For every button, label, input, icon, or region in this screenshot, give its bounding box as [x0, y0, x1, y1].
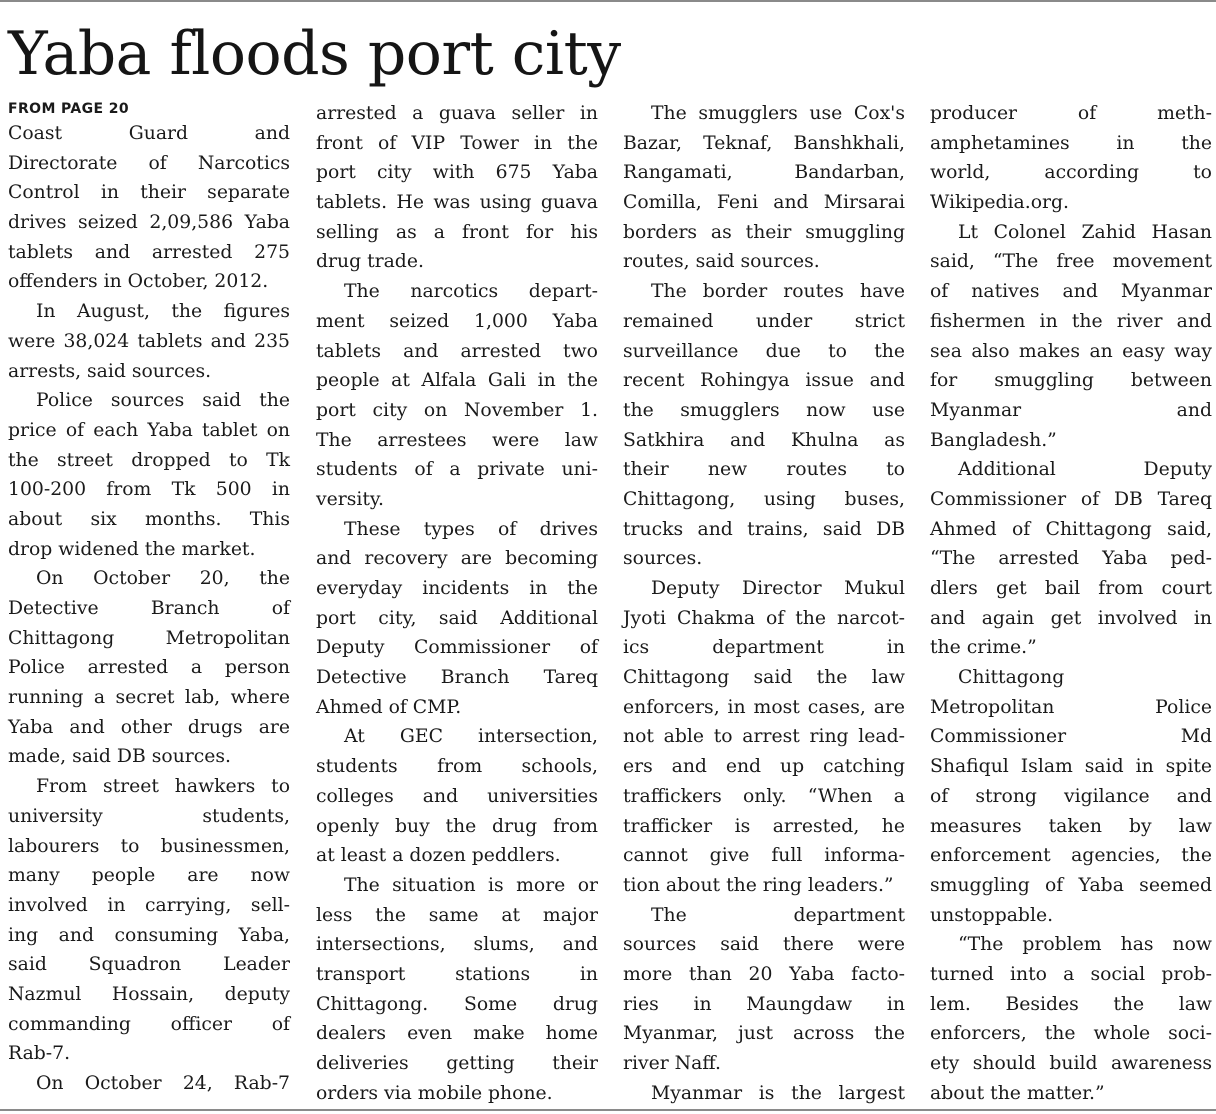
text-line: In August, the figures: [36, 301, 290, 323]
text-line: involved in carrying, sell-: [8, 894, 290, 916]
text-line: The arrestees were law: [316, 429, 598, 451]
text-line: not able to arrest ring lead-: [623, 726, 905, 748]
text-line: at least a dozen peddlers.: [316, 845, 561, 867]
text-line: Metropolitan Police: [930, 696, 1212, 718]
text-line: borders as their smuggling: [623, 221, 905, 243]
text-line: smuggling of Yaba seemed: [930, 874, 1212, 896]
text-line: colleges and universities: [316, 785, 598, 807]
text-line: ries in Maungdaw in: [623, 993, 905, 1015]
text-line: Shafiqul Islam said in spite: [930, 756, 1212, 778]
bottom-rule: [0, 1109, 1216, 1111]
text-line: enforcers, in most cases, are: [623, 696, 905, 718]
text-line: turned into a social prob-: [930, 963, 1212, 985]
text-line: The situation is more or: [344, 874, 598, 896]
text-line: openly buy the drug from: [316, 815, 598, 837]
text-line: enforcement agencies, the: [930, 845, 1212, 867]
text-line: On October 24, Rab-7: [36, 1073, 290, 1094]
text-line: port city on November 1.: [316, 399, 598, 421]
text-line: recent Rohingya issue and: [623, 370, 905, 392]
text-line: students of a private uni-: [316, 459, 598, 481]
text-line: Control in their separate: [8, 182, 290, 204]
text-line: sea also makes an easy way: [930, 340, 1212, 362]
text-line: river Naff.: [623, 1053, 721, 1074]
text-line: lem. Besides the law: [930, 993, 1212, 1015]
text-line: Detective Branch Tareq: [316, 667, 598, 689]
text-line: of strong vigilance and: [930, 785, 1212, 807]
text-line: everyday incidents in the: [316, 578, 598, 599]
text-line: of natives and Myanmar: [930, 281, 1212, 303]
text-line: sources said there were: [623, 934, 905, 956]
text-line: On October 20, the: [36, 568, 290, 590]
text-line: At GEC intersection,: [344, 726, 598, 748]
article-column-4: [930, 99, 1212, 1108]
text-line: Chittagong Metropolitan: [8, 627, 290, 649]
text-line: were 38,024 tablets and 235: [8, 330, 290, 352]
text-line: Deputy Commissioner of: [316, 637, 598, 659]
text-line: The border routes have: [651, 281, 905, 303]
text-line: “The arrested Yaba ped-: [930, 548, 1212, 570]
text-line: and again get involved in: [930, 607, 1212, 629]
text-line: measures taken by law: [930, 815, 1212, 837]
text-line: surveillance due to the: [623, 340, 905, 362]
text-line: ers and end up catching: [623, 756, 905, 778]
text-line: From street hawkers to: [36, 776, 290, 798]
text-line: drives seized 2,09,586 Yaba: [8, 212, 290, 234]
top-rule: [0, 0, 1216, 2]
text-line: tion about the ring leaders.”: [623, 874, 894, 896]
text-line: Lt Colonel Zahid Hasan: [958, 221, 1212, 243]
text-line: Ahmed of Chittagong said,: [930, 518, 1212, 540]
text-line: fishermen in the river and: [930, 310, 1212, 332]
text-line: Rab-7.: [8, 1043, 71, 1065]
text-line: Rangamati, Bandarban,: [623, 162, 905, 184]
text-line: remained under strict: [623, 310, 905, 332]
text-line: enforcers, the whole soci-: [930, 1023, 1212, 1045]
text-line: made, said DB sources.: [8, 746, 232, 768]
text-line: drug trade.: [316, 251, 424, 273]
text-line: Commissioner of DB Tareq: [930, 488, 1212, 510]
text-line: Satkhira and Khulna as: [623, 429, 905, 451]
text-line: sources.: [623, 548, 703, 570]
headline: Yaba floods port city: [8, 19, 621, 89]
text-line: trucks and trains, said DB: [623, 518, 905, 540]
article-column-1: [8, 99, 290, 1099]
text-line: Police arrested a person: [8, 657, 290, 679]
text-line: the smugglers now use: [623, 399, 905, 421]
text-line: university students,: [8, 805, 290, 827]
article-column-3: [623, 99, 905, 1108]
text-line: amphetamines in the: [930, 132, 1212, 154]
text-line: producer of meth-: [930, 103, 1212, 124]
text-line: for smuggling between: [930, 370, 1212, 392]
text-line: Yaba and other drugs are: [8, 716, 290, 738]
text-line: about the matter.”: [930, 1082, 1105, 1104]
text-line: Myanmar is the largest: [651, 1082, 905, 1104]
text-line: Comilla, Feni and Mirsarai: [623, 192, 905, 214]
text-line: The narcotics depart-: [344, 281, 598, 303]
text-line: The smugglers use Cox's: [651, 103, 905, 124]
text-line: offenders in October, 2012.: [8, 271, 269, 293]
text-line: price of each Yaba tablet on: [8, 419, 290, 441]
text-line: trafficker is arrested, he: [623, 815, 905, 837]
text-line: labourers to businessmen,: [8, 835, 290, 857]
text-line: Police sources said the: [36, 390, 290, 412]
text-line: Commissioner Md: [930, 726, 1212, 748]
text-line: many people are now: [8, 865, 290, 887]
text-line: tablets and arrested two: [316, 340, 598, 362]
text-line: Ahmed of CMP.: [316, 696, 462, 718]
text-line: port city, said Additional: [316, 607, 598, 629]
text-line: their new routes to: [623, 459, 905, 481]
text-line: the crime.”: [930, 637, 1037, 659]
text-line: dealers even make home: [316, 1023, 598, 1045]
text-line: tablets and arrested 275: [8, 241, 290, 263]
text-line: routes, said sources.: [623, 251, 820, 273]
text-line: Myanmar, just across the: [623, 1023, 905, 1045]
text-line: cannot give full informa-: [623, 845, 905, 867]
text-line: arrests, said sources.: [8, 360, 212, 382]
text-line: Myanmar and: [930, 399, 1212, 421]
text-line: Directorate of Narcotics: [8, 152, 290, 174]
text-line: students from schools,: [316, 756, 598, 778]
text-line: world, according to: [930, 162, 1212, 184]
text-line: ics department in: [623, 637, 905, 659]
text-line: “The problem has now: [958, 934, 1212, 956]
text-line: Nazmul Hossain, deputy: [8, 983, 290, 1005]
text-line: arrested a guava seller in: [316, 103, 598, 124]
text-line: transport stations in: [316, 963, 598, 985]
text-line: front of VIP Tower in the: [316, 132, 598, 154]
text-line: the street dropped to Tk: [8, 449, 290, 471]
text-line: Additional Deputy: [958, 459, 1212, 481]
text-line: Chittagong: [958, 667, 1065, 689]
text-line: about six months. This: [8, 508, 290, 530]
text-line: tablets. He was using guava: [316, 192, 598, 214]
text-line: 100-200 from Tk 500 in: [8, 479, 290, 501]
text-line: said Squadron Leader: [8, 954, 290, 976]
text-line: port city with 675 Yaba: [316, 162, 598, 184]
article-column-2: [316, 99, 598, 1108]
text-line: running a secret lab, where: [8, 687, 290, 709]
text-line: traffickers only. “When a: [623, 785, 905, 807]
text-line: Bangladesh.”: [930, 429, 1057, 451]
text-line: selling as a front for his: [316, 221, 598, 243]
text-line: The department: [651, 904, 905, 926]
text-line: Bazar, Teknaf, Banshkhali,: [623, 132, 905, 154]
text-line: ing and consuming Yaba,: [8, 924, 290, 946]
text-line: ety should build awareness: [930, 1053, 1212, 1074]
text-line: said, “The free movement: [930, 251, 1212, 273]
text-line: drop widened the market.: [8, 538, 256, 560]
text-line: intersections, slums, and: [316, 934, 598, 956]
text-line: and recovery are becoming: [316, 548, 598, 570]
text-line: people at Alfala Gali in the: [316, 370, 598, 392]
text-line: less the same at major: [316, 904, 598, 926]
text-line: more than 20 Yaba facto-: [623, 963, 905, 985]
text-line: Detective Branch of: [8, 598, 290, 619]
text-line: These types of drives: [344, 518, 598, 540]
text-line: versity.: [316, 488, 384, 510]
text-line: orders via mobile phone.: [316, 1082, 553, 1104]
page-jump-kicker: FROM PAGE 20: [8, 101, 130, 117]
text-line: Deputy Director Mukul: [651, 578, 905, 599]
text-line: ment seized 1,000 Yaba: [316, 310, 598, 332]
text-line: Chittagong, using buses,: [623, 488, 905, 510]
text-line: Wikipedia.org.: [930, 192, 1069, 214]
text-line: Jyoti Chakma of the narcot-: [623, 607, 905, 629]
text-line: commanding officer of: [8, 1013, 290, 1035]
text-line: Coast Guard and: [8, 123, 290, 144]
text-line: dlers get bail from court: [930, 578, 1212, 599]
text-line: Chittagong. Some drug: [316, 993, 598, 1015]
text-line: Chittagong said the law: [623, 667, 905, 689]
text-line: unstoppable.: [930, 904, 1054, 926]
text-line: deliveries getting their: [316, 1053, 598, 1074]
